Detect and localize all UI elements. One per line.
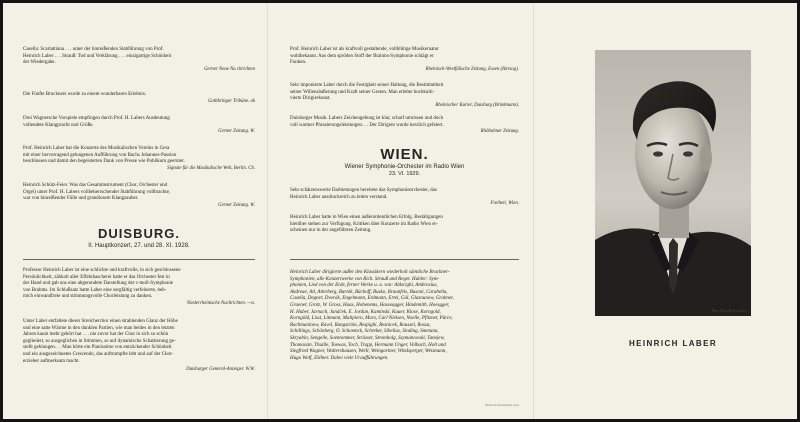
review-source: Gothbringer Tribüne. ok	[207, 98, 255, 104]
portrait-illustration	[595, 50, 751, 316]
repertoire-line: Schillings, Schönberg, O. Schoemck, Schreker, Sibelius, Sinding, Smetana,	[290, 329, 439, 335]
divider	[23, 259, 255, 260]
repertoire-line: H. Huber, Jarnach, Janáček, E. Jordan, Kaminski, Kauer, Klose, Korngold,	[290, 309, 441, 315]
review-line: Unter Laber entfaltete dieser Streicherchor einen strahlenden Glanz der Höhe	[23, 319, 178, 324]
review-line: vierte Dirigierkunst.	[290, 96, 331, 102]
review-streicherchor	[23, 319, 255, 373]
review-line: und eine satte Wärme in den dunklen Partien, wie man beides in den letzten	[23, 325, 175, 331]
review-line: Professor Heinrich Laber ist eine schlichte und kraftvolle, in sich geschlossene	[23, 268, 181, 273]
review-line: voll warmer Phrasierungsleistungen. . . Der Dirigent wurde herzlich gefeiert.	[290, 122, 444, 128]
review-line: scheinen nur in der angeführten Zeitung.	[290, 228, 372, 234]
review-wagner	[23, 116, 255, 135]
portrait-photo	[595, 50, 751, 316]
conductor-name: HEINRICH LABER	[628, 339, 718, 348]
review-line: Sehr imponierte Laber durch die Festigkeit seiner Haltung, die Bestimmtheit	[290, 83, 444, 88]
review-line: mich einwandfreie und stimmungsvolle Chorleistung zu danken.	[23, 294, 153, 300]
repertoire-line: Casella, Degner, Dvorák, Engelmann, Erdmann, Ertel, Gál, Glazounow, Grabner,	[290, 296, 454, 302]
review-line: von Brahms. Im Schlußsatz hatte Laber eine sorgfältig verfeinerte, beh-	[23, 287, 167, 293]
review-source: Rheinisch-Westfälische Zeitung, Essen (Herzog).	[425, 66, 519, 72]
review-radio-wien	[290, 215, 519, 235]
review-line: Duisburger Musik. Labers Zeichengebung ist klar, scharf umrissen und doch	[290, 116, 444, 121]
review-line: stellt geklungen. . . Man hörte ein Pianissimo von entzückender Schönheit	[23, 345, 172, 351]
printer-imprint: Berlin & Spitzenheim, Gera	[485, 403, 519, 407]
review-line: Funken.	[290, 60, 307, 66]
city-title: DUISBURG.	[98, 226, 180, 241]
review-source: Rheinischer Kurier, Duisburg (Brinkmann).	[435, 102, 519, 108]
review-line: Sehr schätzenswerte Darbietungen bereitete das Symphonieorchester, das	[290, 188, 437, 193]
review-line: Heinrich Laber . . . Strauß: Tod und Verklärung . . . einzigartige Schönheit	[23, 53, 172, 59]
concert-subtitle: II. Hauptkonzert, 27. und 28. XI. 1928.	[88, 243, 190, 249]
review-line: gegliedert, so ausgeglichen in Stimmen, so auf dynamische Schattierung ge-	[23, 338, 176, 344]
review-freiheit	[290, 188, 519, 207]
repertoire-line: Thomassin, Thuille, Toewas, Toch, Trapp, Hermann Unger, Volbach, Holt und	[290, 342, 446, 348]
concert-date: 23. VI. 1929.	[388, 171, 421, 177]
review-line: Prof. Heinrich Laber hat die Konzerte des Musikalischen Vereins in Gera	[23, 146, 170, 151]
review-line: Heinrich Laber hatte in Wien einen außerordentlichen Erfolg. Bestätigungen	[290, 215, 443, 220]
review-schuetz	[23, 183, 255, 209]
review-line: war von hinreißender Fülle und grandiosem Klangzauber.	[23, 196, 139, 202]
city-title: WIEN.	[380, 146, 429, 163]
fold-line	[267, 3, 269, 419]
divider	[290, 259, 519, 260]
review-line: der Hand und gab uns eine abgerundete Darstellung der c-moll-Symphonie	[23, 281, 174, 287]
repertoire-line: Skryabin, Sengelle, Soentommer, Strässer, Strombolg, Szymanowski, Tanejew,	[290, 335, 445, 341]
review-line: Heinrich Schütz-Feier. Was das Gesamtinstrument (Chor, Orchester und	[23, 183, 168, 188]
review-duisburger-musik	[290, 116, 519, 135]
middle-panel	[270, 3, 533, 419]
concert-brochure-sheet	[3, 3, 797, 419]
review-casella	[23, 47, 255, 73]
left-panel	[3, 3, 267, 419]
repertoire-list	[290, 270, 519, 362]
review-source: Niederrheinische Nachrichten. —a.	[186, 300, 255, 306]
review-line: Die Fünfte Bruckners wurde zu einem wunderbaren Erlebnis.	[23, 92, 147, 97]
concert-subtitle: Wiener Symphonie-Orchester im Radio Wien	[344, 164, 465, 170]
repertoire-line: phonien, Lied von der Erde, ferner Werke u. a. von: Aldsrighi, Ambrosius,	[290, 283, 438, 289]
review-line: mit einer hervorragend gelungenen Aufführung von Bachs Johannes-Passion	[23, 152, 177, 158]
review-line: erzieher aufmerksam macht.	[23, 358, 80, 364]
review-line: seiner Willensäußerung und Kraft seiner Gesten. Man erlebte hochkulti-	[290, 89, 435, 95]
review-source: Duisburger General-Anzeiger. W.W.	[186, 367, 255, 373]
review-line: Persönlichkeit, zähkolt aller Effekthascherei hatte er das Orchester fest in	[23, 274, 170, 280]
fold-line	[533, 3, 535, 419]
repertoire-line: Heinrich Laber dirigierte außer den Klassikern wiederholt sämtliche Bruckner-	[290, 270, 450, 275]
wien-heading	[290, 146, 519, 178]
review-source: Freiheit, Wien.	[490, 201, 519, 207]
review-source: Signale für die Musikalische Welt, Berlin. Ch.	[167, 165, 255, 171]
review-line: hierüber stehen zur Verfügung. Kritiken über Konzerte im Radio Wien er-	[290, 221, 438, 227]
repertoire-line: Korngöld, Lisst, Litmann, Malipiero, Marx, Carl Nielsen, Noelle, Pfitzner, Pürce,	[290, 316, 453, 322]
duisburg-heading	[23, 226, 255, 250]
review-line: wohlbekannt. Aus dem spröden Stoff der Brahms-Symphonie schlägt er	[290, 53, 434, 59]
review-essen	[290, 47, 519, 73]
review-brahms	[23, 268, 255, 307]
review-line: beschlossen und damit den begeisterten Dank von Presse wie Publikum geerntet.	[23, 159, 185, 165]
right-panel	[536, 3, 797, 419]
review-line: Casella: Scarlattiana . . . unter der hinreißenden Stabführung von Prof.	[23, 47, 164, 52]
review-line: Drei Wagnersche Vorspiele empfingen durch Prof. H. Labers Ausdeutung	[23, 116, 170, 121]
repertoire-line: Symphonien, alle Konzertwerke von Rich. Strauß und Reger. Hubler: Sym-	[290, 276, 440, 282]
repertoire-line: Siegfried Wagner, Waltershausen, Weill, Weingartner, Windsperger, Weismann,	[290, 349, 447, 355]
review-kurier	[290, 83, 519, 109]
review-line: Heinrich Laber ausdruckreich zu leiten verstand.	[290, 194, 388, 200]
review-line: Prof. Heinrich Laber ist als kraftvoll gestaltende, vollblütige Musikernatur	[290, 47, 439, 52]
repertoire-line: Hugo Wolf, Zöllner. Dabei viele Uraufführungen.	[290, 355, 389, 361]
review-source: Gerner Zeitung. W.	[218, 202, 255, 208]
review-source: Gerner Zeitung. W.	[218, 129, 255, 135]
repertoire-line: Graener, Grotz, W. Gross, Haas, Hohenems, Hasseagger, Hindemith, Hoesgger,	[290, 302, 450, 308]
repertoire-line: Andreae, Atl, Atterberg, Bartók, Büchoff, Busko, Braunfels, Busoni, Carabella,	[290, 289, 448, 295]
review-bruckner	[23, 92, 255, 105]
review-source: Gerner Neue Na chrichten	[203, 66, 255, 72]
review-line: und ein ausgezeichnetes Crescendo, das auftrumpfte lebt und auf der Chor-	[23, 351, 174, 357]
review-line: vollendete Klangpracht und Größe.	[23, 122, 94, 128]
repertoire-line: Rachmaninow, Ravel, Rangström, Respighi, Reznicek, Roussel, Rosza,	[290, 322, 431, 328]
review-line: Orgel) unter Prof. H. Labers vollbeherrschender Stabführung vollbrachte,	[23, 189, 171, 195]
review-source: Rhöbolmer Zeitung.	[480, 129, 519, 135]
review-line: der Wiedergabe.	[23, 60, 56, 66]
review-line: Jahren kaum mehr gehört hat . . . nie zuvor hat der Chor in sich so schön	[23, 332, 169, 338]
review-bach	[23, 146, 255, 172]
photo-credit: Phot. Perscheid, Leipzig	[711, 309, 747, 313]
